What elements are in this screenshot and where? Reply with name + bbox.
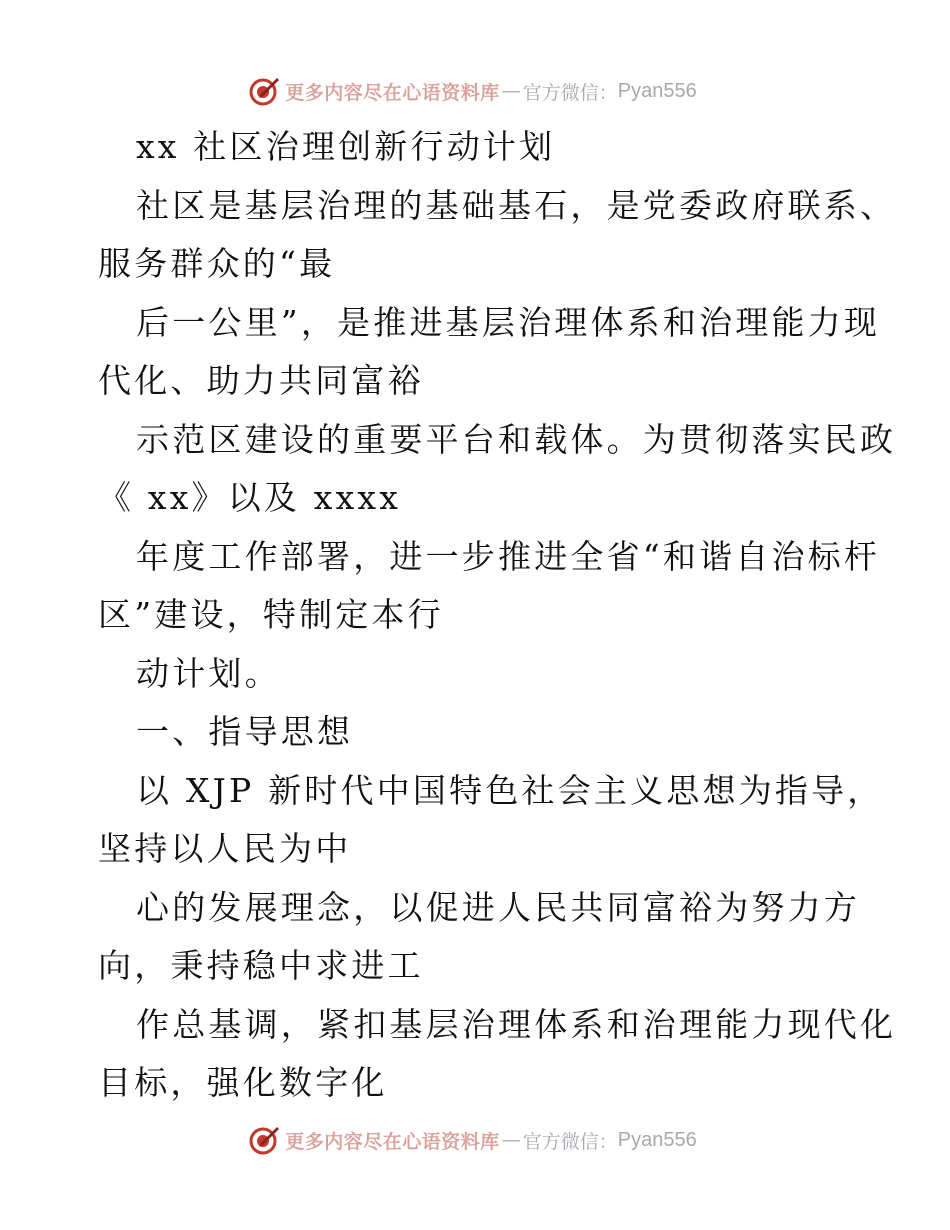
pen-logo-icon	[247, 1123, 281, 1157]
text-line: 坚持以人民为中	[98, 829, 352, 868]
watermark-wechat-label: 官方微信：	[522, 1130, 618, 1153]
document-title: xx 社区治理创新行动计划	[136, 127, 556, 166]
watermark-brand-text: 更多内容尽在心语资料库	[285, 81, 500, 104]
watermark-header	[0, 71, 950, 111]
watermark-wechat-id: Pyan556	[617, 1128, 697, 1151]
text-line: 动计划。	[136, 654, 281, 693]
section-heading: 一、指导思想	[136, 712, 354, 751]
watermark-dash: —	[501, 80, 521, 102]
pen-logo-icon	[247, 74, 281, 108]
text-line: 年度工作部署，进一步推进全省“和谐自治标杆	[136, 537, 881, 576]
watermark-brand-text: 更多内容尽在心语资料库	[285, 1130, 500, 1153]
watermark-dash: —	[501, 1129, 521, 1151]
text-line: 以 XJP 新时代中国特色社会主义思想为指导，	[136, 771, 884, 810]
text-line: 代化、助力共同富裕	[98, 361, 424, 400]
watermark-wechat-label: 官方微信：	[522, 81, 618, 104]
text-line: 《 xx》以及 xxxx	[98, 478, 402, 517]
text-line: 服务群众的“最	[98, 244, 336, 283]
text-line: 区”建设，特制定本行	[98, 595, 444, 634]
text-line: 向，秉持稳中求进工	[98, 946, 424, 985]
watermark-content	[247, 1123, 697, 1157]
text-line: 作总基调，紧扣基层治理体系和治理能力现代化	[136, 1005, 897, 1044]
watermark-content	[247, 74, 697, 108]
text-line: 心的发展理念，以促进人民共同富裕为努力方	[136, 888, 860, 927]
watermark-wechat-id: Pyan556	[617, 79, 697, 102]
text-line: 社区是基层治理的基础基石，是党委政府联系、	[136, 186, 897, 225]
text-line: 示范区建设的重要平台和载体。为贯彻落实民政	[136, 420, 897, 459]
text-line: 目标，强化数字化	[98, 1063, 388, 1102]
watermark-footer	[0, 1120, 950, 1160]
text-line: 后一公里”，是推进基层治理体系和治理能力现	[136, 303, 881, 342]
